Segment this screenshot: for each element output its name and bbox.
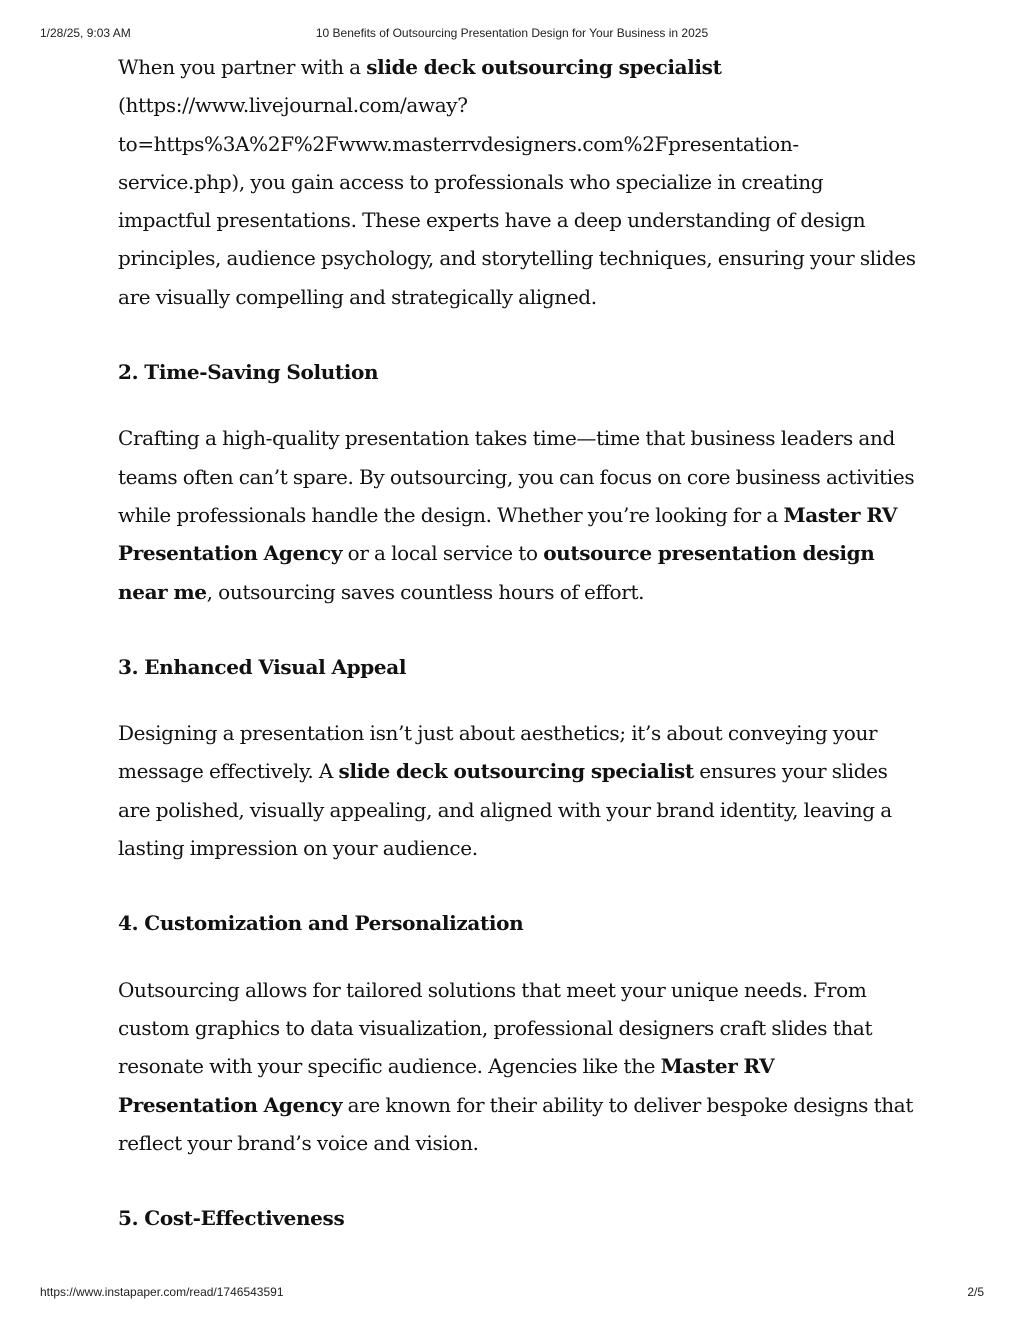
print-page-title: 10 Benefits of Outsourcing Presentation Design for Your Business in 2025 (315, 26, 709, 40)
section-heading-visual-appeal: 3. Enhanced Visual Appeal (118, 654, 407, 679)
bold-phrase: outsource presentation design near me (118, 541, 875, 604)
visual-appeal-paragraph: Designing a presentation isn’t just about aesthetics; it’s about conveying your message effectively. A slide deck outsourcing specialist ensures your slides are polished, visually appealing, and aligned with your brand identity, leaving a lasting impression on your audience. (118, 721, 892, 861)
print-footer (40, 1285, 984, 1301)
print-header (40, 26, 984, 42)
print-date: 1/28/25, 9:03 AM (40, 26, 131, 40)
section-heading-time-saving: 2. Time-Saving Solution (118, 360, 379, 385)
link-url-end[interactable]: service.php) (118, 169, 239, 194)
bold-phrase: slide deck outsourcing specialist (366, 55, 722, 79)
bold-phrase: Master RV Presentation Agency (118, 1054, 775, 1117)
link-url[interactable]: (https://www.livejournal.com/away? (118, 93, 468, 118)
link-url-cont[interactable]: to=https%3A%2F%2Fwww.masterrvdesigners.com%2Fpresentation- (118, 131, 799, 156)
page-number: 2/5 (967, 1285, 984, 1299)
section-heading-cost-effectiveness: 5. Cost-Effectiveness (118, 1206, 345, 1231)
bold-phrase: slide deck outsourcing specialist (338, 759, 694, 784)
article-body (118, 48, 918, 1265)
intro-paragraph: When you partner with a slide deck outsourcing specialist (https://www.livejournal.com/away? to=https%3A%2F%2Fwww.masterrvdesigners.com%2Fpresentation- service.php), you gain access to professionals who specialize in creating impactful presentations. These experts have a deep understanding of design principles, audience psychology, and storytelling techniques, ensuring your slides are visually compelling and strategically aligned. (118, 55, 916, 309)
customization-paragraph: Outsourcing allows for tailored solutions that meet your unique needs. From custom graphics to data visualization, professional designers craft slides that resonate with your specific audience. Agencies like the Master RV Presentation Agency are known for their ability to deliver bespoke designs that reflect your brand’s voice and vision. (118, 977, 914, 1155)
print-url: https://www.instapaper.com/read/1746543591 (40, 1285, 284, 1299)
section-heading-customization: 4. Customization and Personalization (118, 911, 524, 936)
time-saving-paragraph: Crafting a high-quality presentation takes time—time that business leaders and teams often can’t spare. By outsourcing, you can focus on core business activities while professionals handle the design. Whether you’re looking for a Master RV Presentation Agency or a local service to outsource presentation design near me, outsourcing saves countless hours of effort. (118, 426, 915, 604)
bold-phrase: Master RV Presentation Agency (118, 502, 898, 566)
